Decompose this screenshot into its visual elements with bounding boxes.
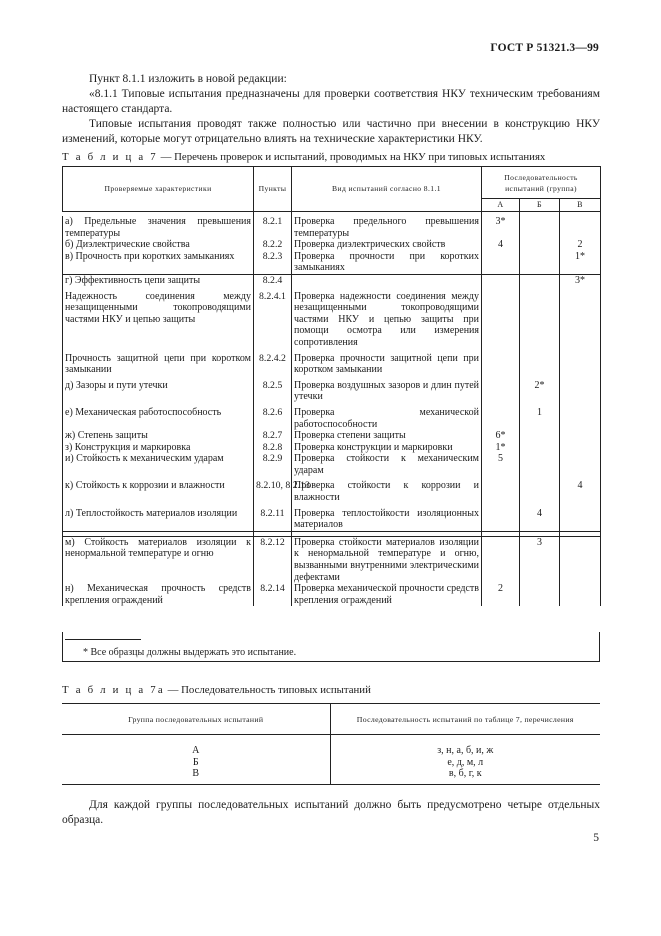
cell-group-a: 3* — [482, 216, 520, 239]
cell-group-v — [560, 407, 601, 430]
cell-group-v: 3* — [560, 274, 601, 286]
cell-group-a — [482, 480, 520, 503]
cell-group-v — [560, 216, 601, 239]
cell-test-type: Проверка стойкости к коррозии и влажности — [292, 480, 482, 503]
intro-paragraph-2: «8.1.1 Типовые испытания предназначены для проверки соответствия НКУ техническим требованиям настоящего стандарта. — [62, 88, 600, 115]
table-row — [63, 453, 601, 476]
col-header-sequence: Последовательность испытаний (группа) — [482, 167, 601, 199]
cell-group-b — [520, 453, 560, 476]
cell-group-b — [520, 353, 560, 376]
table-row — [63, 583, 601, 606]
cell-group-a — [482, 251, 520, 275]
col-header-test-type: Вид испытаний согласно 8.1.1 — [292, 167, 482, 212]
cell-group-a: 2 — [482, 583, 520, 606]
cell-group-a: 1* — [482, 442, 520, 454]
cell-point: 8.2.7 — [254, 430, 292, 442]
cell-group-v — [560, 536, 601, 583]
cell-characteristic: з) Конструкция и маркировка — [63, 442, 254, 454]
cell-point: 8.2.9 — [254, 453, 292, 476]
cell-point: 8.2.3 — [254, 251, 292, 275]
cell-group-b: 4 — [520, 508, 560, 532]
cell-group-a — [482, 353, 520, 376]
intro-paragraph-3: Типовые испытания проводят также полностью или частично при внесении в конструкцию НКУ изменений, которые могут отрицательно влиять на технические характеристики НКУ. — [62, 118, 600, 145]
cell-characteristic: л) Теплостойкость материалов изоляции — [63, 508, 254, 532]
table-row — [63, 239, 601, 251]
cell-point: 8.2.2 — [254, 239, 292, 251]
cell-test-type: Проверка механической работоспособности — [292, 407, 482, 430]
cell-group-a — [482, 274, 520, 286]
table-row — [63, 508, 601, 532]
cell-test-type: Проверка степени защиты — [292, 430, 482, 442]
cell-group-a — [482, 407, 520, 430]
table-row — [63, 216, 601, 239]
table-row — [63, 251, 601, 275]
cell-test-type: Проверка стойкости материалов изоляции к ненормальной температуре и огню, вызванными внутренними электрическими дефектами — [292, 536, 482, 583]
cell-characteristic: м) Стойкость материалов изоляции к ненормальной температуре и огню — [63, 536, 254, 583]
cell-point: 8.2.14 — [254, 583, 292, 606]
cell-group-b — [520, 583, 560, 606]
cell-group-v — [560, 453, 601, 476]
table-row — [63, 480, 601, 503]
cell-characteristic: в) Прочность при коротких замыканиях — [63, 251, 254, 275]
col-header-points: Пункты — [254, 167, 292, 212]
cell-test-type: Проверка воздушных зазоров и длин путей утечки — [292, 380, 482, 403]
cell-point: 8.2.8 — [254, 442, 292, 454]
cell-group-v — [560, 508, 601, 532]
table7-caption: Т а б л и ц а 7 — Перечень проверок и испытаний, проводимых на НКУ при типовых испытаниях — [62, 151, 546, 163]
col-header-group: Группа последовательных испытаний — [62, 704, 330, 735]
cell-test-type: Проверка теплостойкости изоляционных материалов — [292, 508, 482, 532]
cell-group-v — [560, 291, 601, 349]
intro-paragraph-1: Пункт 8.1.1 изложить в новой редакции: — [89, 73, 287, 85]
cell-group-b — [520, 251, 560, 275]
cell-characteristic: к) Стойкость к коррозии и влажности — [63, 480, 254, 503]
cell-group-a — [482, 380, 520, 403]
cell-test-type: Проверка конструкции и маркировки — [292, 442, 482, 454]
cell-test-type: Проверка надежности соединения между незащищенными токопроводящими частями НКУ и цепью защиты при помощи осмотра или измерения сопротивления — [292, 291, 482, 349]
table-row — [63, 430, 601, 442]
table-row — [62, 735, 600, 785]
cell-characteristic: н) Механическая прочность средств крепления ограждений — [63, 583, 254, 606]
cell-group-v — [560, 442, 601, 454]
cell-point: 8.2.4.2 — [254, 353, 292, 376]
cell-test-type: Проверка стойкости к механическим ударам — [292, 453, 482, 476]
table-7 — [62, 166, 601, 606]
cell-group-b — [520, 239, 560, 251]
cell-characteristic: Надежность соединения между незащищенными токопроводящими частями НКУ и цепью защиты — [63, 291, 254, 349]
cell-characteristic: г) Эффективность цепи защиты — [63, 274, 254, 286]
cell-group-v: 1* — [560, 251, 601, 275]
cell-test-type — [292, 274, 482, 286]
cell-group-a: 5 — [482, 453, 520, 476]
cell-point: 8.2.5 — [254, 380, 292, 403]
cell-group-v — [560, 380, 601, 403]
footnote-divider — [65, 639, 141, 640]
cell-point: 8.2.6 — [254, 407, 292, 430]
cell-characteristic: е) Механическая работоспособность — [63, 407, 254, 430]
cell-group-b — [520, 216, 560, 239]
table-row — [63, 407, 601, 430]
table-row — [63, 442, 601, 454]
cell-group-b — [520, 480, 560, 503]
cell-group-v — [560, 583, 601, 606]
cell-group-b: 1 — [520, 407, 560, 430]
group-list: А Б В — [62, 735, 330, 785]
cell-group-b — [520, 430, 560, 442]
cell-group-a: 4 — [482, 239, 520, 251]
cell-group-a: 6* — [482, 430, 520, 442]
cell-point: 8.2.12 — [254, 536, 292, 583]
cell-point: 8.2.4 — [254, 274, 292, 286]
cell-test-type: Проверка прочности защитной цепи при коротком замыкании — [292, 353, 482, 376]
cell-characteristic: а) Предельные значения превышения температуры — [63, 216, 254, 239]
cell-test-type: Проверка предельного превышения температуры — [292, 216, 482, 239]
col-header-group-v: В — [560, 199, 601, 212]
cell-test-type: Проверка механической прочности средств крепления ограждений — [292, 583, 482, 606]
cell-test-type: Проверка диэлектрических свойств — [292, 239, 482, 251]
col-header-characteristics: Проверяемые характеристики — [63, 167, 254, 212]
table7-footnote-box — [62, 632, 600, 662]
cell-characteristic: и) Стойкость к механическим ударам — [63, 453, 254, 476]
col-header-group-a: А — [482, 199, 520, 212]
cell-characteristic: д) Зазоры и пути утечки — [63, 380, 254, 403]
table7-footnote: * Все образцы должны выдержать это испытание. — [83, 647, 297, 658]
cell-point: 8.2.11 — [254, 508, 292, 532]
cell-group-a — [482, 291, 520, 349]
cell-group-b — [520, 274, 560, 286]
col-header-test-sequence: Последовательность испытаний по таблице 7, перечисления — [330, 704, 600, 735]
cell-group-v: 2 — [560, 239, 601, 251]
cell-group-v — [560, 353, 601, 376]
sequence-list: з, н, а, б, и, ж е, д, м, л в, б, г, к — [330, 735, 600, 785]
cell-point: 8.2.10, 8.2.13 — [254, 480, 292, 503]
table-row — [63, 536, 601, 583]
table-row — [63, 274, 601, 286]
cell-point: 8.2.4.1 — [254, 291, 292, 349]
page-number: 5 — [593, 832, 599, 844]
table-7a — [62, 703, 600, 785]
cell-group-b — [520, 291, 560, 349]
cell-group-a — [482, 508, 520, 532]
cell-point: 8.2.1 — [254, 216, 292, 239]
cell-characteristic: б) Диэлектрические свойства — [63, 239, 254, 251]
table-row — [63, 380, 601, 403]
col-header-group-b: Б — [520, 199, 560, 212]
cell-test-type: Проверка прочности при коротких замыканиях — [292, 251, 482, 275]
document-header: ГОСТ Р 51321.3—99 — [490, 42, 599, 54]
cell-characteristic: ж) Степень защиты — [63, 430, 254, 442]
table7a-caption: Т а б л и ц а 7а — Последовательность типовых испытаний — [62, 684, 371, 696]
cell-group-v — [560, 430, 601, 442]
cell-group-a — [482, 536, 520, 583]
cell-group-v: 4 — [560, 480, 601, 503]
cell-group-b: 2* — [520, 380, 560, 403]
table-row — [63, 291, 601, 349]
cell-characteristic: Прочность защитной цепи при коротком замыкании — [63, 353, 254, 376]
cell-group-b: 3 — [520, 536, 560, 583]
closing-paragraph: Для каждой группы последовательных испытаний должно быть предусмотрено четыре отдельных образца. — [62, 799, 600, 826]
cell-group-b — [520, 442, 560, 454]
table-row — [63, 353, 601, 376]
